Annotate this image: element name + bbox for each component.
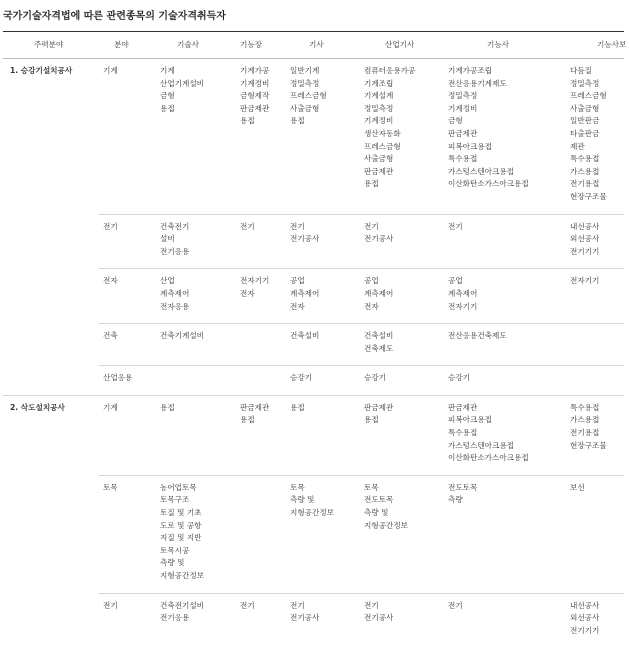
qualification-cell: [566, 366, 624, 396]
qualification-cell: [566, 59, 624, 215]
main-field-cell: 2. 삭도설치공사: [3, 395, 99, 647]
qualification-item: 토질 및 기초: [160, 507, 230, 520]
qualification-item: 용접: [240, 414, 286, 427]
field-cell: 기계: [99, 59, 156, 215]
qualification-item: 측량: [448, 494, 566, 507]
qualification-item: 측량 및: [364, 507, 444, 520]
qualification-item: 가스용접: [570, 414, 624, 427]
qualification-item: 가스텅스텐아크용접: [448, 166, 566, 179]
qualification-item: 측량 및: [290, 494, 360, 507]
qualification-item: 특수용접: [570, 153, 624, 166]
qualification-item: 기계설계: [364, 90, 444, 103]
table-row: [3, 395, 624, 475]
header-assistant-craftsman: 기능사보: [566, 32, 624, 59]
qualification-cell: [156, 475, 230, 593]
qualification-table: [3, 31, 624, 647]
qualification-cell: [286, 324, 360, 366]
page-title: 국가기술자격법에 따른 관련종목의 기술자격취득자: [3, 7, 226, 22]
header-master-craftsman: 기능장: [230, 32, 286, 59]
qualification-item: 다듬질: [570, 65, 624, 78]
qualification-cell: [230, 475, 286, 593]
qualification-item: 전기: [364, 600, 444, 613]
qualification-item: 외선공사: [570, 233, 624, 246]
qualification-cell: [360, 366, 444, 396]
qualification-cell: [286, 366, 360, 396]
qualification-item: 지질 및 지반: [160, 532, 230, 545]
qualification-cell: [444, 366, 566, 396]
qualification-item: 사출금형: [290, 103, 360, 116]
qualification-item: 전기기기: [570, 625, 624, 638]
qualification-item: 현장구조물: [570, 440, 624, 453]
header-craftsman: 기능사: [444, 32, 566, 59]
qualification-item: 판금제관: [448, 128, 566, 141]
qualification-item: 제관: [570, 141, 624, 154]
qualification-item: 프레스금형: [290, 90, 360, 103]
qualification-cell: [566, 395, 624, 475]
qualification-cell: [230, 366, 286, 396]
qualification-cell: [360, 214, 444, 269]
qualification-item: 용접: [240, 115, 286, 128]
qualification-item: 외선공사: [570, 612, 624, 625]
qualification-item: 토목: [290, 482, 360, 495]
qualification-item: 일반판금: [570, 115, 624, 128]
qualification-item: 전기용접: [570, 427, 624, 440]
qualification-cell: [360, 475, 444, 593]
header-professional-engineer: 기술사: [156, 32, 230, 59]
qualification-item: 전기공사: [290, 233, 360, 246]
qualification-cell: [286, 269, 360, 324]
qualification-item: 이산화탄소가스아크용접: [448, 452, 566, 465]
qualification-item: 계측제어: [448, 288, 566, 301]
qualification-cell: [566, 324, 624, 366]
table-row: [3, 59, 624, 215]
field-cell: 토목: [99, 475, 156, 593]
qualification-item: 기계정비: [240, 78, 286, 91]
qualification-cell: [360, 269, 444, 324]
qualification-item: 공업: [290, 275, 360, 288]
qualification-item: 전기: [364, 221, 444, 234]
qualification-item: 건축전기: [160, 221, 230, 234]
qualification-item: 피복아크용접: [448, 414, 566, 427]
qualification-item: 용접: [364, 414, 444, 427]
qualification-item: 정밀측정: [364, 103, 444, 116]
qualification-item: 전자: [290, 301, 360, 314]
field-cell: 전기: [99, 214, 156, 269]
qualification-item: 전기공사: [364, 612, 444, 625]
qualification-item: 전기공사: [290, 612, 360, 625]
qualification-cell: [230, 59, 286, 215]
qualification-item: 전자기기: [570, 275, 624, 288]
qualification-item: 전자: [364, 301, 444, 314]
qualification-item: 측량 및: [160, 557, 230, 570]
qualification-item: 프레스금형: [364, 141, 444, 154]
qualification-cell: [156, 366, 230, 396]
qualification-cell: [444, 59, 566, 215]
qualification-cell: [286, 214, 360, 269]
qualification-item: 전기응용: [160, 246, 230, 259]
qualification-item: 건축기계설비: [160, 330, 230, 343]
qualification-item: 기계정비: [448, 103, 566, 116]
qualification-cell: [444, 214, 566, 269]
qualification-cell: [444, 475, 566, 593]
qualification-item: 전도토목: [364, 494, 444, 507]
qualification-item: 컴퓨터응용가공: [364, 65, 444, 78]
qualification-cell: [286, 593, 360, 647]
qualification-item: 현장구조물: [570, 191, 624, 204]
qualification-item: 내선공사: [570, 600, 624, 613]
qualification-item: 일반기계: [290, 65, 360, 78]
qualification-item: 내선공사: [570, 221, 624, 234]
qualification-item: 지형공간정보: [290, 507, 360, 520]
qualification-cell: [156, 395, 230, 475]
qualification-item: 전기: [448, 600, 566, 613]
qualification-item: 전기: [240, 600, 286, 613]
qualification-item: 승강기: [290, 372, 360, 385]
header-industrial-engineer: 산업기사: [360, 32, 444, 59]
qualification-item: 정밀측정: [448, 90, 566, 103]
qualification-item: 가스텅스텐아크용접: [448, 440, 566, 453]
qualification-cell: [566, 269, 624, 324]
qualification-item: 전자기기: [240, 275, 286, 288]
qualification-item: 토목구조: [160, 494, 230, 507]
qualification-item: 생산자동화: [364, 128, 444, 141]
table-header-row: [3, 32, 624, 59]
qualification-item: 건축제도: [364, 343, 444, 356]
qualification-item: 피복아크용접: [448, 141, 566, 154]
qualification-item: 타출판금: [570, 128, 624, 141]
qualification-item: 전기: [290, 221, 360, 234]
qualification-item: 용접: [160, 402, 230, 415]
field-cell: 전자: [99, 269, 156, 324]
qualification-cell: [444, 593, 566, 647]
qualification-cell: [286, 475, 360, 593]
qualification-cell: [566, 475, 624, 593]
qualification-item: 판금제관: [364, 166, 444, 179]
qualification-cell: [444, 395, 566, 475]
qualification-cell: [286, 59, 360, 215]
header-field: 분야: [99, 32, 156, 59]
field-cell: 전기: [99, 593, 156, 647]
qualification-item: 정밀측정: [290, 78, 360, 91]
qualification-item: 사출금형: [570, 103, 624, 116]
qualification-item: 설비: [160, 233, 230, 246]
qualification-cell: [156, 269, 230, 324]
qualification-item: 도로 및 공항: [160, 520, 230, 533]
qualification-item: 금형제작: [240, 90, 286, 103]
qualification-item: 용접: [290, 115, 360, 128]
qualification-item: 전기: [448, 221, 566, 234]
qualification-item: 승강기: [448, 372, 566, 385]
qualification-item: 계측제어: [160, 288, 230, 301]
qualification-cell: [156, 214, 230, 269]
field-cell: 산업응용: [99, 366, 156, 396]
qualification-item: 정밀측정: [570, 78, 624, 91]
field-cell: 기계: [99, 395, 156, 475]
field-cell: 건축: [99, 324, 156, 366]
qualification-item: 판금제관: [364, 402, 444, 415]
qualification-cell: [230, 214, 286, 269]
qualification-item: 전산응용건축제도: [448, 330, 566, 343]
qualification-item: 사출금형: [364, 153, 444, 166]
qualification-item: 건축설비: [364, 330, 444, 343]
qualification-cell: [360, 59, 444, 215]
qualification-item: 금형: [160, 90, 230, 103]
qualification-item: 판금제관: [240, 103, 286, 116]
qualification-item: 전기응용: [160, 612, 230, 625]
table-body: [3, 59, 624, 647]
qualification-item: 특수용접: [570, 402, 624, 415]
qualification-cell: [156, 59, 230, 215]
qualification-cell: [156, 324, 230, 366]
qualification-cell: [360, 593, 444, 647]
qualification-item: 전자기기: [448, 301, 566, 314]
qualification-item: 기계정비: [364, 115, 444, 128]
qualification-cell: [156, 593, 230, 647]
qualification-cell: [286, 395, 360, 475]
qualification-item: 이산화탄소가스아크용접: [448, 178, 566, 191]
qualification-item: 공업: [364, 275, 444, 288]
qualification-item: 판금제관: [240, 402, 286, 415]
qualification-item: 보선: [570, 482, 624, 495]
qualification-item: 전기용접: [570, 178, 624, 191]
qualification-cell: [360, 324, 444, 366]
qualification-item: 전도토목: [448, 482, 566, 495]
qualification-item: 용접: [364, 178, 444, 191]
qualification-item: 가스용접: [570, 166, 624, 179]
qualification-item: 계측제어: [290, 288, 360, 301]
qualification-item: 토목: [364, 482, 444, 495]
qualification-item: 토목시공: [160, 545, 230, 558]
qualification-item: 용접: [160, 103, 230, 116]
qualification-cell: [444, 324, 566, 366]
qualification-item: 전산응용기계제도: [448, 78, 566, 91]
qualification-item: 계측제어: [364, 288, 444, 301]
qualification-item: 전자응용: [160, 301, 230, 314]
main-field-cell: 1. 승강기설치공사: [3, 59, 99, 396]
qualification-item: 공업: [448, 275, 566, 288]
qualification-item: 전기: [290, 600, 360, 613]
qualification-cell: [230, 269, 286, 324]
qualification-cell: [230, 593, 286, 647]
qualification-item: 지형공간정보: [364, 520, 444, 533]
qualification-cell: [444, 269, 566, 324]
qualification-item: 특수용접: [448, 153, 566, 166]
qualification-item: 건축전기설비: [160, 600, 230, 613]
qualification-item: 건축설비: [290, 330, 360, 343]
qualification-cell: [230, 324, 286, 366]
qualification-cell: [360, 395, 444, 475]
header-engineer: 기사: [286, 32, 360, 59]
header-main-field: 주력분야: [3, 32, 99, 59]
qualification-item: 기계가공조립: [448, 65, 566, 78]
qualification-cell: [230, 395, 286, 475]
qualification-item: 농어업토목: [160, 482, 230, 495]
qualification-item: 기계조립: [364, 78, 444, 91]
qualification-item: 지형공간정보: [160, 570, 230, 583]
qualification-item: 금형: [448, 115, 566, 128]
qualification-item: 산업: [160, 275, 230, 288]
qualification-item: 승강기: [364, 372, 444, 385]
qualification-item: 기계: [160, 65, 230, 78]
qualification-item: 산업기계설비: [160, 78, 230, 91]
qualification-cell: [566, 593, 624, 647]
qualification-item: 전기기기: [570, 246, 624, 259]
qualification-item: 기계가공: [240, 65, 286, 78]
qualification-item: 용접: [290, 402, 360, 415]
qualification-item: 특수용접: [448, 427, 566, 440]
qualification-item: 전기공사: [364, 233, 444, 246]
qualification-item: 전자: [240, 288, 286, 301]
qualification-item: 판금제관: [448, 402, 566, 415]
qualification-item: 프레스금형: [570, 90, 624, 103]
qualification-item: 전기: [240, 221, 286, 234]
qualification-cell: [566, 214, 624, 269]
